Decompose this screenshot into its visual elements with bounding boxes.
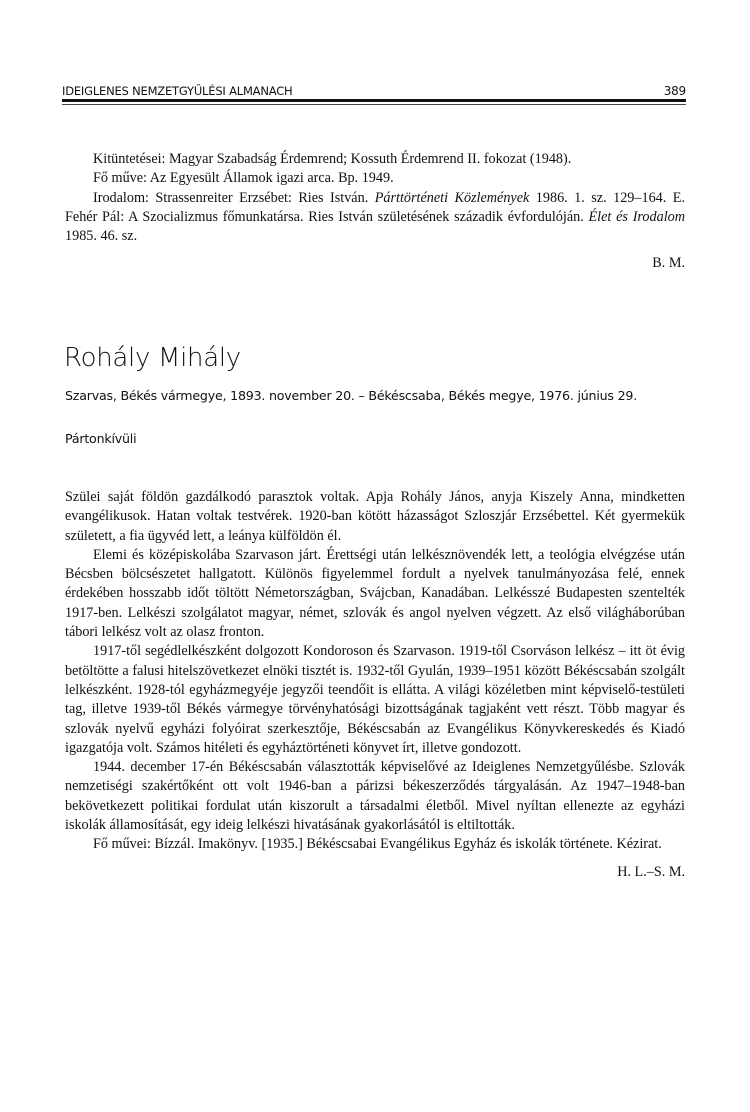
main-work-line: Fő műve: Az Egyesült Államok igazi arca. Bp. 1949. xyxy=(93,170,394,187)
previous-entry-signature: B. M. xyxy=(652,255,685,272)
body-paragraph: Szülei saját földön gazdálkodó parasztok voltak. Apja Rohály János, anyja Kiszely Anna, mindketten evangélikusok. Hatan voltak testvérek. 1920-ban kötött házasságot Szloszjár Erzsébettel. Két gyermekük született, a fia ügyvéd lett, a leánya külföldön él. xyxy=(65,489,685,544)
awards-line: Kitüntetései: Magyar Szabadság Érdemrend; Kossuth Érdemrend II. fokozat (1948). xyxy=(93,151,572,167)
body-paragraph: Fő művei: Bízzál. Imakönyv. [1935.] Békéscsabai Evangélikus Egyház és iskolák története. Kézirat. xyxy=(93,836,662,853)
body-paragraph: 1944. december 17-én Békéscsabán választották képviselővé az Ideiglenes Nemzetgyűlésbe. Szlovák nemzetiségi szakértőként ott volt 1946-ban a párizsi békeszerződés tárgyalásán. Az 1947–1948-ban bekövetkezett politikai fordulat után kiszorult a társadalmi életből. Mivel nyíltan ellenezte az egyházi iskolák államosítását, egy ideig lelkészi hivatásának gyakorlásától is eltiltották. xyxy=(65,759,685,834)
entry-birth-death: Szarvas, Békés vármegye, 1893. november 20. – Békéscsaba, Békés megye, 1976. június 29. xyxy=(65,388,638,403)
literature-journal-1: Párttörténeti Közlemények xyxy=(374,189,530,206)
entry-signature: H. L.–S. M. xyxy=(617,863,685,880)
body-paragraph: Elemi és középiskolába Szarvason járt. Érettségi után lelkésznövendék lett, a teológia elvégzése után Bécsben bölcsészetet hallgatott. Különös figyelemmel fordult a nyelvek tanulmányozása felé, ennek érdekében hosszabb időt töltött Németországban, Svájcban, Kanadában. Lelkésszé Budapesten szentelték 1917-ben. Lelkészi szolgálatot magyar, német, szlovák és angol nyelven végzett. Az első világháborúban tábori lelkész volt az olasz fronton. xyxy=(65,546,685,641)
literature-paragraph xyxy=(65,189,685,247)
literature-text-3: 1985. 46. sz. xyxy=(65,228,138,245)
literature-text-2: 1986. 1. sz. 129–164. E. Fehér Pál: A Szocializmus főmunkatársa. Ries István születésének századik évfordulóján. xyxy=(65,189,685,225)
entry-party: Pártonkívüli xyxy=(65,431,137,446)
running-header xyxy=(62,84,686,98)
header-rule-thick xyxy=(62,99,686,102)
previous-entry-tail xyxy=(65,150,685,274)
entry-body xyxy=(65,488,685,882)
entry-name-heading: Rohály Mihály xyxy=(64,343,241,373)
literature-journal-2: Élet és Irodalom xyxy=(588,208,685,225)
body-paragraph: 1917-től segédlelkészként dolgozott Kondoroson és Szarvason. 1919-től Csorváson lelkész – itt öt évig betöltötte a falusi hitelszövetkezet elnöki tisztét is. 1932-től Gyulán, 1939–1951 között Békéscsabán szolgált lelkészként. 1928-tól egyházmegyéje jegyzői teendőit is ellátta. A világi közéletben mint képviselő-testületi tag, illetve 1939-től Békés vármegye törvényhatósági bizottságának tagjaként vett részt. Több magyar és szlovák nyelvű egyházi folyóirat szerkesztője, Békéscsabán az Evangélikus Könyvkereskedés és Kiadó igazgatója volt. Számos hitéleti és egyháztörténeti könyvet írt, illetve gondozott. xyxy=(65,643,685,756)
literature-text-1: Irodalom: Strassenreiter Erzsébet: Ries István. xyxy=(93,189,375,206)
running-title: IDEIGLENES NEMZETGYŰLÉSI ALMANACH xyxy=(62,84,293,98)
header-rule-thin xyxy=(62,104,686,105)
page-number: 389 xyxy=(663,84,686,98)
